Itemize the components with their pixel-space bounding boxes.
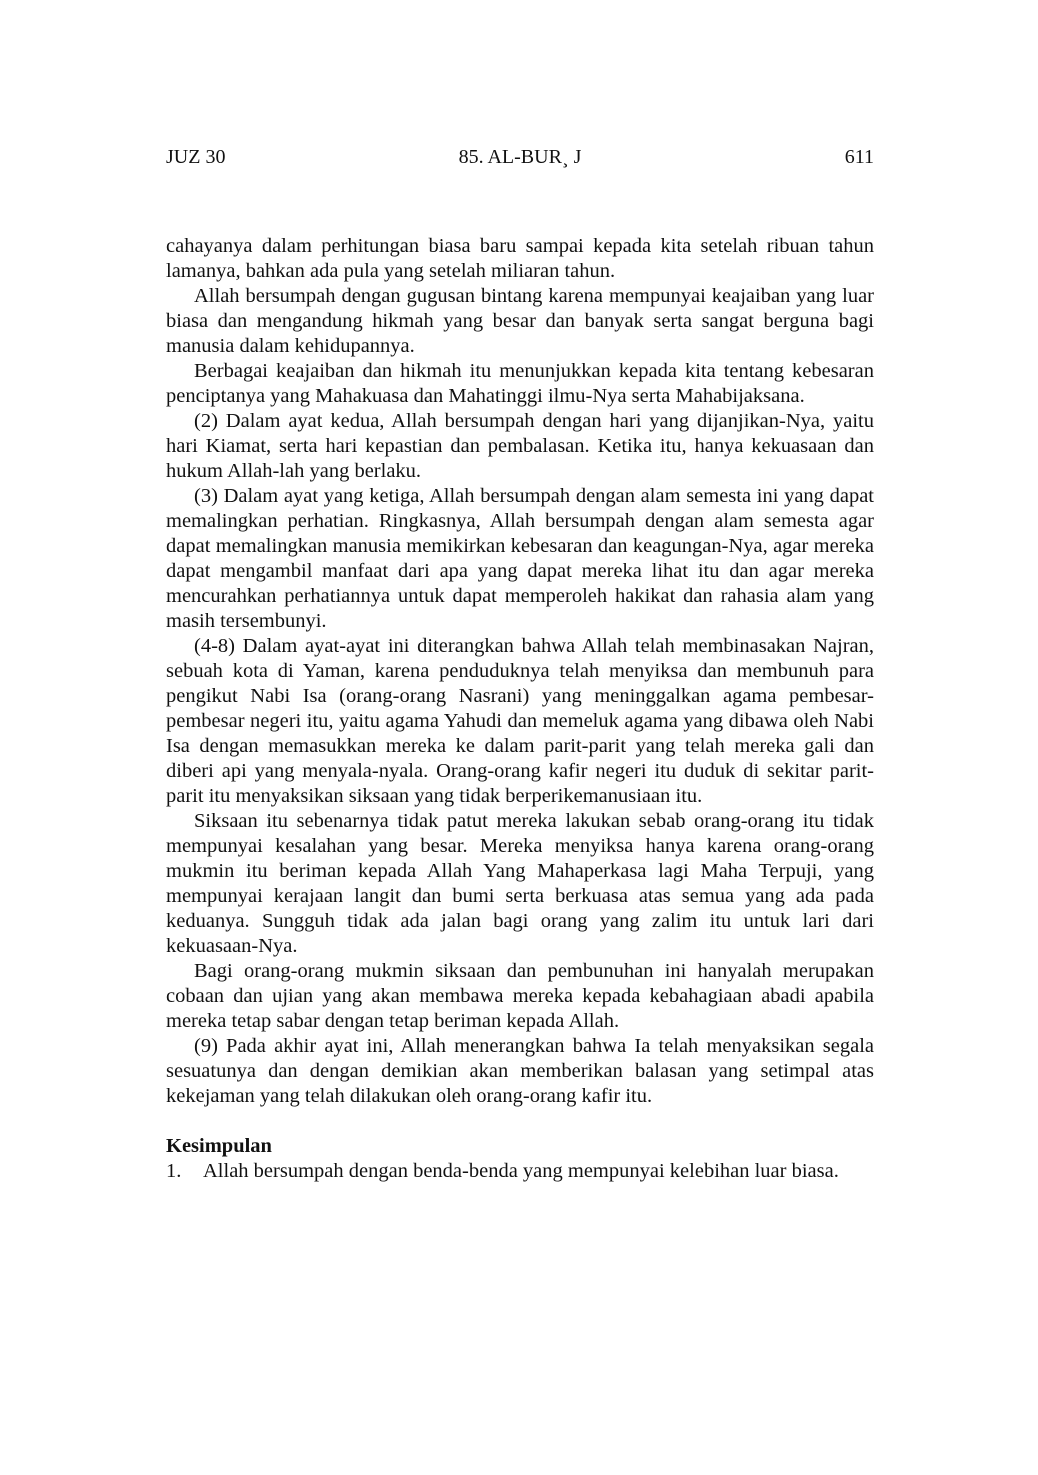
page-body (166, 234, 874, 1184)
paragraph-verse-4-8: (4-8) Dalam ayat-ayat ini diterangkan bahwa Allah telah membinasakan Najran, sebuah kota di Yaman, karena penduduknya telah menyiksa dan membunuh para pengikut Nabi Isa (orang-orang Nasrani) yang meninggalkan agama pembesar-pembesar negeri itu, yaitu agama Yahudi dan memeluk agama yang dibawa oleh Nabi Isa dengan memasukkan mereka ke dalam parit-parit yang telah mereka gali dan diberi api yang menyala-nyala. Orang-orang kafir negeri itu duduk di sekitar parit-parit itu menyaksikan siksaan yang tidak berperikemanusiaan itu. (166, 635, 874, 807)
paragraph-verse-9: (9) Pada akhir ayat ini, Allah menerangkan bahwa Ia telah menyaksikan segala sesuatunya dan dengan demikian akan memberikan balasan yang setimpal atas kekejaman yang telah dilakukan oleh orang-orang kafir itu. (166, 1035, 874, 1107)
paragraph-verse-3: (3) Dalam ayat yang ketiga, Allah bersumpah dengan alam semesta ini yang dapat memalingkan perhatian. Ringkasnya, Allah bersumpah dengan alam semesta agar dapat memalingkan manusia memikirkan kebesaran dan keagungan-Nya, agar mereka dapat mengambil manfaat dari apa yang dapat mereka lihat itu dan agar mereka mencurahkan perhatiannya untuk dapat memperoleh hakikat dan rahasia alam yang masih tersembunyi. (166, 485, 874, 632)
list-item-text: Allah bersumpah dengan benda-benda yang mempunyai kelebihan luar biasa. (203, 1160, 839, 1182)
list-item-number: 1. (166, 1160, 182, 1182)
paragraph-continuation: cahayanya dalam perhitungan biasa baru sampai kepada kita setelah ribuan tahun lamanya, bahkan ada pula yang setelah miliaran tahun. (166, 235, 874, 282)
header-surah-title: 85. AL-BUR¸ J (458, 146, 582, 168)
header-juz-label: JUZ 30 (166, 146, 226, 168)
paragraph-verse-2: (2) Dalam ayat kedua, Allah bersumpah dengan hari yang dijanjikan-Nya, yaitu hari Kiamat, serta hari kepastian dan pembalasan. Ketika itu, hanya kekuasaan dan hukum Allah-lah yang berlaku. (166, 410, 874, 482)
paragraph: Allah bersumpah dengan gugusan bintang karena mempunyai keajaiban yang luar biasa dan mengandung hikmah yang besar dan banyak serta sangat berguna bagi manusia dalam kehidupannya. (166, 285, 874, 357)
header-page-number: 611 (844, 146, 874, 168)
section-title-kesimpulan: Kesimpulan (166, 1135, 272, 1157)
paragraph: Siksaan itu sebenarnya tidak patut mereka lakukan sebab orang-orang itu tidak mempunyai kesalahan yang besar. Mereka menyiksa hanya karena orang-orang mukmin itu beriman kepada Allah Yang Mahaperkasa lagi Maha Terpuji, yang mempunyai kerajaan langit dan bumi serta berkuasa atas semua yang ada pada keduanya. Sungguh tidak ada jalan bagi orang yang zalim itu untuk lari dari kekuasaan-Nya. (166, 810, 874, 957)
running-header (166, 146, 874, 176)
paragraph: Bagi orang-orang mukmin siksaan dan pembunuhan ini hanyalah merupakan cobaan dan ujian yang akan membawa mereka kepada kebahagiaan abadi apabila mereka tetap sabar dengan tetap beriman kepada Allah. (166, 960, 874, 1032)
list-item (166, 1159, 874, 1184)
paragraph: Berbagai keajaiban dan hikmah itu menunjukkan kepada kita tentang kebesaran penciptanya yang Mahakuasa dan Mahatinggi ilmu-Nya serta Mahabijaksana. (166, 360, 874, 407)
conclusion-list (166, 1159, 874, 1184)
